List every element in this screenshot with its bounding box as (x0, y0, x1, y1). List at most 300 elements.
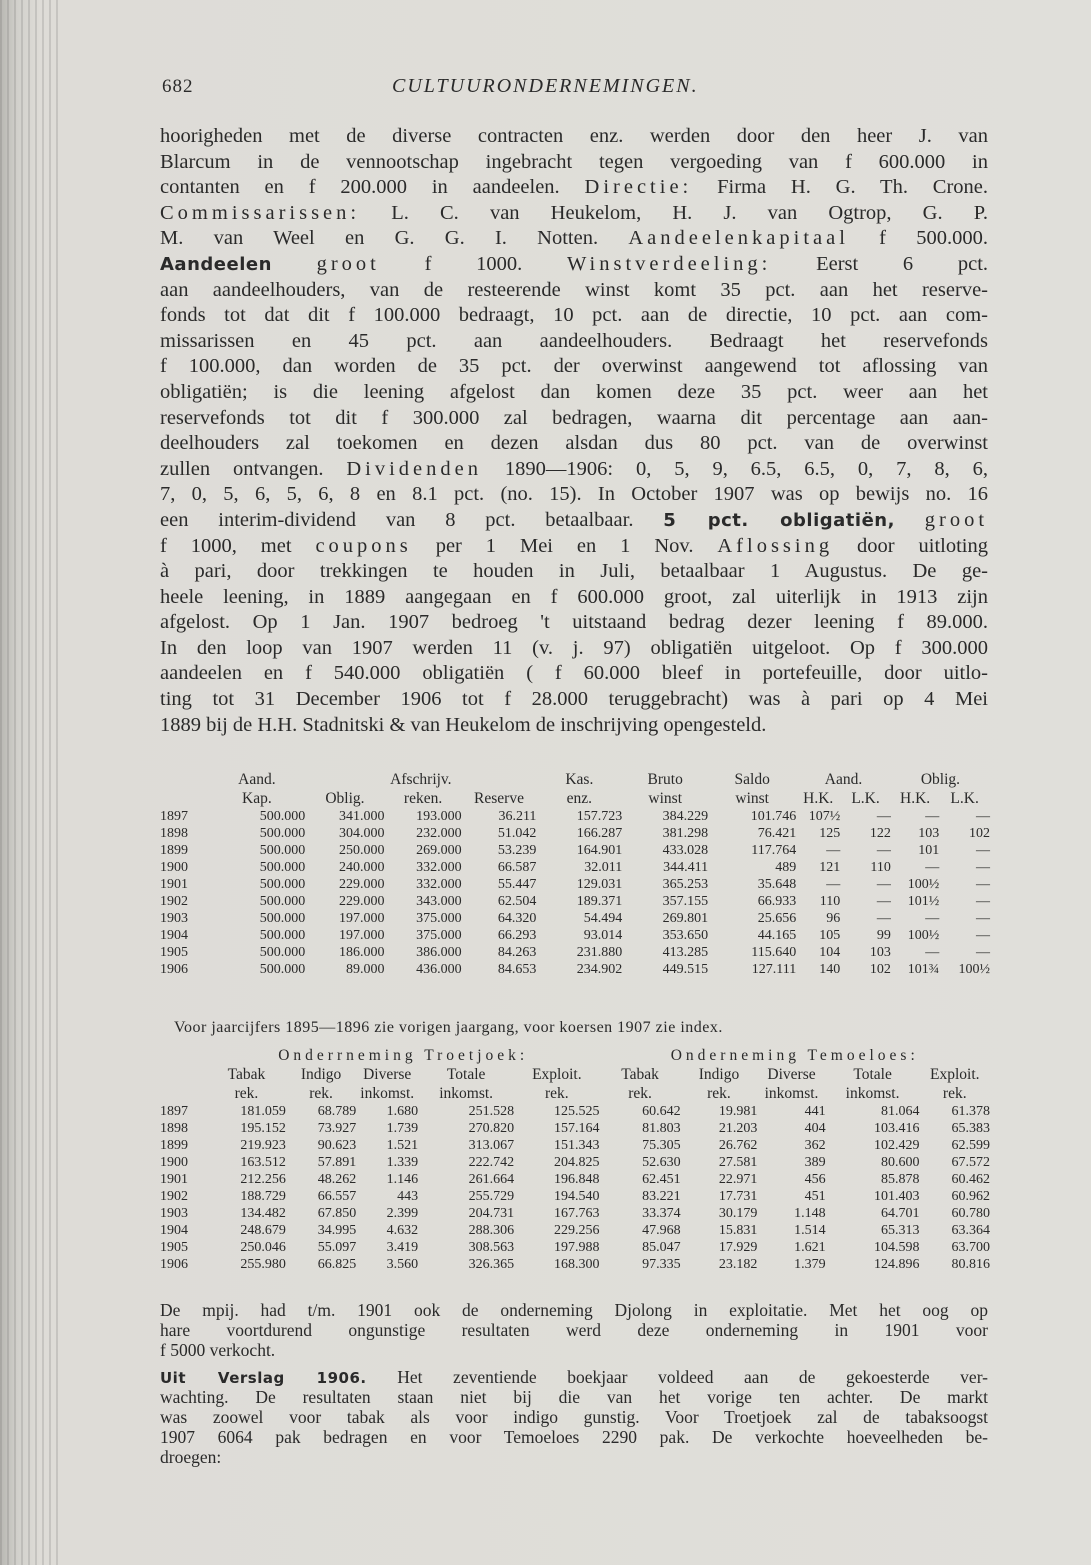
table-cell: 332.000 (416, 860, 462, 875)
table-cell: 332.000 (416, 877, 462, 892)
table-cell: 197.000 (339, 928, 385, 943)
table-cell: 17.929 (718, 1240, 758, 1255)
table-cell: — (876, 894, 891, 909)
table-cell: 103 (869, 945, 891, 960)
table-cell: — (826, 843, 841, 858)
text-line: Commissarissen: L. C. van Heukelom, H. J. van Ogtrop, G. P. (160, 201, 988, 224)
main-paragraph (160, 124, 988, 738)
table-cell: 80.600 (881, 1155, 920, 1170)
table-cell: 441 (804, 1104, 826, 1119)
table-header-row: Tabak Indigo Diverse Totale Exploit. Tabak Indigo Diverse Totale Exploit. (227, 1066, 980, 1083)
table-cell: 19.981 (718, 1104, 758, 1119)
text-line: droegen: (160, 1447, 222, 1467)
table-cell: — (876, 843, 891, 858)
table-cell: 449.515 (662, 962, 709, 977)
table-cell: 163.512 (240, 1155, 286, 1170)
table-cell: 22.971 (718, 1172, 758, 1187)
row-year: 1901 (160, 877, 188, 892)
text-line: à pari, door trekkingen te houden in Juli, betaalbaar 1 Augustus. De ge- (160, 560, 988, 583)
table-cell: 103.416 (874, 1121, 920, 1136)
table-cell: 1.339 (386, 1155, 419, 1170)
text-line: 7, 0, 5, 6, 5, 6, 8 en 8.1 pct. (no. 15). In October 1907 was op bewijs no. 16 (160, 483, 988, 506)
table-cell: 101 (918, 843, 940, 858)
table-cell: 125 (819, 826, 841, 841)
row-year: 1905 (160, 1240, 188, 1255)
table-cell: 164.901 (576, 843, 623, 858)
text-line: afgelost. Op 1 Jan. 1907 bedroeg 't uitstaand bedrag dezer leening f 89.000. (160, 611, 988, 634)
text-line: 1907 6064 pak bedragen en voor Temoeloes 2290 pak. De verkochte hoeveelheden be- (160, 1427, 988, 1447)
table-row (160, 1120, 990, 1137)
table-cell: 101.403 (874, 1189, 920, 1204)
table-cell: — (876, 911, 891, 926)
row-year: 1905 (160, 945, 188, 960)
group-temoeloes: Onderneming Temoeloes: (670, 1047, 919, 1064)
table-cell: 62.451 (642, 1172, 681, 1187)
table-cell: 326.365 (468, 1257, 515, 1272)
table-cell: 140 (819, 962, 841, 977)
text-line: ting tot 31 December 1906 tot f 28.000 teruggebracht) was à pari op 4 Mei (160, 688, 988, 711)
table-cell: 99 (876, 928, 891, 943)
table-cell: 157.723 (576, 809, 623, 824)
text-line: missarissen en 45 pct. aan aandeelhouders. Bedraagt het reservefonds (160, 329, 988, 352)
table-cell: 47.968 (642, 1223, 681, 1238)
table-cell: — (876, 877, 891, 892)
table-cell: 60.462 (951, 1172, 990, 1187)
table-cell: 127.111 (751, 962, 797, 977)
table-cell: 26.762 (718, 1138, 758, 1153)
table-cell: 57.891 (317, 1155, 357, 1170)
table-cell: 270.820 (468, 1121, 515, 1136)
binding-shadow (0, 0, 60, 1565)
table-cell: 62.504 (497, 894, 537, 909)
row-year: 1900 (160, 860, 188, 875)
table-cell: — (976, 911, 990, 926)
heading-aandeelenkapitaal: Aandeelenkapitaal (628, 227, 849, 250)
heading-aflossing: Aflossing (717, 534, 834, 557)
table-cell: 55.447 (497, 877, 537, 892)
text-line: was zoowel voor tabak als voor indigo gunstig. Voor Troetjoek zal de tabaksoogst (160, 1407, 988, 1427)
table-cell: 27.581 (718, 1155, 758, 1170)
text-line: Blarcum in de vennootschap ingebracht tegen vergoeding van f 600.000 in (160, 150, 988, 173)
table-cell: 25.656 (757, 911, 797, 926)
row-year: 1901 (160, 1172, 188, 1187)
table-cell: 64.320 (497, 911, 537, 926)
row-year: 1902 (160, 1189, 188, 1204)
table-cell: 196.848 (554, 1172, 600, 1187)
text-line: heele leening, in 1889 aangegaan en f 600.000 groot, zal uiterlijk in 1913 zijn (160, 585, 988, 608)
table-cell: — (976, 894, 990, 909)
table-cell: 134.482 (240, 1206, 286, 1221)
table-cell: 500.000 (259, 911, 306, 926)
table-body (160, 808, 990, 978)
table-cell: 219.923 (240, 1138, 286, 1153)
table-row (160, 1154, 990, 1171)
row-year: 1903 (160, 1206, 188, 1221)
table-cell: 234.902 (576, 962, 623, 977)
heading-aandeelen: Aandeelen (160, 253, 272, 275)
table-cell: 64.701 (881, 1206, 920, 1221)
table-cell: — (976, 809, 990, 824)
heading-obligaties: 5 pct. obligatiën, (663, 509, 895, 531)
table-cell: — (925, 809, 940, 824)
table-cell: 80.816 (951, 1257, 990, 1272)
table-cell: 63.364 (951, 1223, 990, 1238)
table-cell: 240.000 (339, 860, 385, 875)
table-cell: 157.164 (554, 1121, 600, 1136)
table-cell: — (925, 945, 940, 960)
table-body (160, 1103, 990, 1273)
table-cell: 122 (869, 826, 891, 841)
heading-winstverdeeling: Winstverdeeling: (567, 252, 772, 275)
table-cell: 222.742 (468, 1155, 515, 1170)
report-paragraph (160, 1367, 988, 1467)
table-cell: 357.155 (662, 894, 709, 909)
table-cell: 102 (869, 962, 891, 977)
table-cell: 167.763 (554, 1206, 600, 1221)
table-cell: 1.621 (794, 1240, 826, 1255)
page-number: 682 (162, 76, 194, 97)
table-cell: 231.880 (576, 945, 623, 960)
text-line: hare voortdurend ongunstige resultaten werd deze onderneming in 1901 voor (160, 1320, 988, 1340)
table-cell: 197.988 (554, 1240, 600, 1255)
table-cell: 197.000 (339, 911, 385, 926)
text-line: contanten en f 200.000 in aandeelen. Directie: Firma H. G. Th. Crone. (160, 176, 988, 199)
table-cell: 375.000 (416, 911, 462, 926)
table-cell: 375.000 (416, 928, 462, 943)
table-row (160, 842, 990, 859)
text-line: In den loop van 1907 werden 11 (v. j. 97) obligatiën uitgeloot. Op f 300.000 (160, 636, 988, 659)
table-cell: — (976, 843, 990, 858)
running-title: CULTUURONDERNEMINGEN. (392, 75, 699, 97)
table-cell: 456 (804, 1172, 826, 1187)
table-cell: 55.097 (317, 1240, 357, 1255)
table-cell: 308.563 (468, 1240, 515, 1255)
table-cell: 1.379 (794, 1257, 826, 1272)
text-line: zullen ontvangen. Dividenden 1890—1906: 0, 5, 9, 6.5, 6.5, 0, 7, 8, 6, (160, 457, 988, 480)
heading-directie: Directie: (584, 176, 693, 199)
table-cell: 212.256 (240, 1172, 286, 1187)
table-cell: — (976, 945, 990, 960)
table-cell: 62.599 (951, 1138, 990, 1153)
table-cell: 85.878 (881, 1172, 920, 1187)
table-cell: 89.000 (346, 962, 385, 977)
table-cell: 32.011 (584, 860, 623, 875)
table-cell: 107½ (808, 809, 841, 824)
text-line: Aandeelen groot f 1000. Winstverdeeling: Eerst 6 pct. (160, 252, 988, 275)
table-cell: 81.803 (642, 1121, 681, 1136)
table-cell: 255.980 (240, 1257, 286, 1272)
table-cell: 17.731 (718, 1189, 758, 1204)
table-cell: 60.780 (951, 1206, 990, 1221)
table-cell: 250.000 (339, 843, 385, 858)
table-cell: 81.064 (881, 1104, 920, 1119)
table-cell: 433.028 (662, 843, 709, 858)
text-line: deelhouders zal toekomen en dezen alsdan dus 80 pct. van de overwinst (160, 432, 988, 455)
table-cell: 54.494 (583, 911, 623, 926)
text-line: M. van Weel en G. G. I. Notten. Aandeelenkapitaal f 500.000. (160, 227, 988, 250)
table-cell: — (876, 809, 891, 824)
table-cell: — (826, 877, 841, 892)
table-cell: 76.421 (757, 826, 797, 841)
table-cell: 60.642 (642, 1104, 681, 1119)
table-cell: — (925, 860, 940, 875)
table-cell: 443 (397, 1189, 419, 1204)
table-cell: 500.000 (259, 894, 306, 909)
table-cell: 30.179 (718, 1206, 758, 1221)
row-year: 1903 (160, 911, 188, 926)
table-cell: 96 (826, 911, 841, 926)
table-cell: 193.000 (416, 809, 462, 824)
table-cell: 21.203 (718, 1121, 758, 1136)
table-cell: 66.933 (757, 894, 797, 909)
table-cell: 68.789 (317, 1104, 357, 1119)
table-cell: 500.000 (259, 928, 306, 943)
table-cell: — (925, 911, 940, 926)
row-year: 1899 (160, 1138, 188, 1153)
table-cell: 181.059 (240, 1104, 286, 1119)
table-header-row: rek. rek. inkomst. inkomst. rek. rek. rek. inkomst. inkomst. rek. (234, 1085, 967, 1102)
table-cell: 500.000 (259, 877, 306, 892)
table-cell: 66.293 (497, 928, 537, 943)
table-cell: 500.000 (259, 843, 306, 858)
table-cell: 389 (804, 1155, 826, 1170)
table-cell: 362 (804, 1138, 826, 1153)
table-cell: 67.572 (951, 1155, 990, 1170)
text-line: obligatiën; is die leening afgelost dan komen deze 35 pct. weer aan het (160, 380, 988, 403)
table-row (160, 893, 990, 910)
table-cell: 48.262 (317, 1172, 357, 1187)
table-cell: — (976, 928, 990, 943)
table-cell: 500.000 (259, 945, 306, 960)
table-row (160, 876, 990, 893)
text-line: aandeelen en f 540.000 obligatiën ( f 60.000 bleef in portefeuille, door uitlo- (160, 662, 988, 685)
heading-dividenden: Dividenden (346, 457, 483, 480)
table-cell: 386.000 (416, 945, 462, 960)
table-cell: 195.152 (240, 1121, 286, 1136)
table-cell: 115.640 (751, 945, 797, 960)
table-cell: 4.632 (386, 1223, 419, 1238)
table-cell: 204.825 (554, 1155, 600, 1170)
table-row (160, 825, 990, 842)
table-cell: — (976, 860, 990, 875)
table-cell: 229.000 (339, 894, 385, 909)
table-cell: 3.419 (386, 1240, 419, 1255)
table-cell: 84.653 (497, 962, 537, 977)
group-troetjoek: Onderrneming Troetjoek: (278, 1047, 529, 1064)
table-cell: 250.046 (240, 1240, 286, 1255)
text-line: aan aandeelhouders, van de resteerende winst komt 35 pct. aan het reserve- (160, 278, 988, 301)
table-cell: 232.000 (416, 826, 462, 841)
table-cell: 34.995 (317, 1223, 357, 1238)
table-row (160, 1171, 990, 1188)
table-cell: 66.587 (497, 860, 537, 875)
table-cell: 269.801 (662, 911, 709, 926)
table-cell: 66.557 (317, 1189, 357, 1204)
table-row (160, 1239, 990, 1256)
table-cell: 75.305 (642, 1138, 681, 1153)
table-cell: 3.560 (386, 1257, 419, 1272)
table-cell: 489 (775, 860, 797, 875)
table-cell: 102 (969, 826, 990, 841)
table-cell: 1.146 (386, 1172, 419, 1187)
table-cell: 44.165 (757, 928, 797, 943)
row-year: 1902 (160, 894, 188, 909)
table-cell: 204.731 (468, 1206, 515, 1221)
table-cell: 36.211 (498, 809, 537, 824)
table-cell: 101.746 (750, 809, 797, 824)
table-row (160, 944, 990, 961)
table-cell: 381.298 (662, 826, 709, 841)
table-cell: 353.650 (662, 928, 709, 943)
text-line: De mpij. had t/m. 1901 ook de onderneming Djolong in exploitatie. Met het oog op (160, 1300, 988, 1320)
heading-verslag: Uit Verslag 1906. (160, 1369, 367, 1387)
table-cell: 60.962 (951, 1189, 990, 1204)
table-cell: 413.285 (662, 945, 709, 960)
table-row (160, 859, 990, 876)
text-line: fonds tot dat dit f 100.000 bedraagt, 10 pct. aan de directie, 10 pct. aan com- (160, 304, 988, 327)
table-header-row: Kap. Oblig. reken. Reserve enz. winst winst H.K. L.K. H.K. L.K. (242, 790, 979, 807)
table-cell: 500.000 (259, 826, 306, 841)
table-cell: 341.000 (339, 809, 385, 824)
table-cell: 105 (819, 928, 841, 943)
table-row (160, 1256, 990, 1273)
text-line: reservefonds tot dit f 300.000 zal bedragen, waarna dit percentage aan aan- (160, 406, 988, 429)
table-cell: 61.378 (951, 1104, 990, 1119)
table-cell: 304.000 (339, 826, 385, 841)
table-cell: 189.371 (576, 894, 623, 909)
table-cell: 1.148 (794, 1206, 826, 1221)
table-cell: 52.630 (642, 1155, 681, 1170)
table-cell: 66.825 (317, 1257, 357, 1272)
table-cell: 51.042 (497, 826, 537, 841)
table-cell: 63.700 (951, 1240, 990, 1255)
table-cell: 117.764 (751, 843, 797, 858)
text-line: f 5000 verkocht. (160, 1340, 276, 1360)
table-cell: 104 (819, 945, 841, 960)
table-row (160, 1222, 990, 1239)
page-header (162, 72, 990, 102)
table-cell: 125.525 (554, 1104, 600, 1119)
table-cell: 229.256 (554, 1223, 600, 1238)
table-row (160, 961, 990, 978)
table-cell: 313.067 (468, 1138, 515, 1153)
row-year: 1897 (160, 1104, 188, 1119)
table-cell: 451 (804, 1189, 826, 1204)
table-cell: 2.399 (386, 1206, 419, 1221)
table-cell: 67.850 (317, 1206, 357, 1221)
table-cell: 33.374 (642, 1206, 681, 1221)
table-row (160, 1188, 990, 1205)
row-year: 1898 (160, 1121, 188, 1136)
table-cell: 255.729 (468, 1189, 515, 1204)
table-cell: 90.623 (317, 1138, 357, 1153)
table-cell: 151.343 (554, 1138, 600, 1153)
text-line: Uit Verslag 1906. Het zeventiende boekjaar voldeed aan de gekoesterde ver- (160, 1367, 988, 1387)
row-year: 1904 (160, 1223, 188, 1238)
table-cell: 1.514 (794, 1223, 826, 1238)
table-cell: 73.927 (317, 1121, 357, 1136)
table-cell: 344.411 (663, 860, 709, 875)
table-cell: 65.383 (951, 1121, 990, 1136)
plantation-table (160, 1046, 990, 1273)
table-cell: 84.263 (497, 945, 537, 960)
table-row (160, 927, 990, 944)
table-cell: 100½ (907, 877, 940, 892)
table-cell: 365.253 (662, 877, 709, 892)
row-year: 1900 (160, 1155, 188, 1170)
table-cell: 251.528 (468, 1104, 515, 1119)
table-cell: 102.429 (874, 1138, 920, 1153)
table-cell: 124.896 (874, 1257, 920, 1272)
table-cell: 288.306 (468, 1223, 515, 1238)
table-cell: 100½ (907, 928, 940, 943)
table-cell: 101½ (907, 894, 940, 909)
text-line: 1889 bij de H.H. Stadnitski & van Heukelom de inschrijving opengesteld. (160, 713, 767, 736)
row-year: 1906 (160, 962, 188, 977)
row-year: 1899 (160, 843, 188, 858)
table-cell: 100½ (958, 962, 990, 977)
row-year: 1904 (160, 928, 188, 943)
djolong-paragraph (160, 1300, 988, 1360)
row-year: 1897 (160, 809, 188, 824)
table-cell: 53.239 (497, 843, 537, 858)
text-line: hoorigheden met de diverse contracten enz. werden door den heer J. van (160, 125, 988, 147)
table-cell: 93.014 (583, 928, 623, 943)
table-cell: 436.000 (416, 962, 462, 977)
text-line: f 1000, met coupons per 1 Mei en 1 Nov. Aflossing door uitloting (160, 534, 988, 557)
table-header-row: Aand. Afschrijv. Kas. Bruto Saldo Aand. Oblig. (238, 771, 961, 788)
heading-coupons: coupons (315, 534, 412, 557)
table-row (160, 1205, 990, 1222)
table-cell: 104.598 (874, 1240, 920, 1255)
table-row (160, 808, 990, 825)
table-cell: 269.000 (416, 843, 462, 858)
table-cell: 194.540 (554, 1189, 600, 1204)
table-cell: 166.287 (576, 826, 623, 841)
table-cell: 65.313 (881, 1223, 920, 1238)
table-cell: 110 (870, 860, 891, 875)
table-row (160, 1137, 990, 1154)
table-cell: 15.831 (718, 1223, 758, 1238)
table-cell: 110 (819, 894, 841, 909)
table-cell: 85.047 (642, 1240, 681, 1255)
table-cell: 404 (804, 1121, 826, 1136)
row-year: 1898 (160, 826, 188, 841)
text-line: wachting. De resultaten staan niet bij die van het vorige ten achter. De markt (160, 1387, 988, 1407)
table-cell: 500.000 (259, 809, 306, 824)
table-cell: 500.000 (259, 962, 306, 977)
table-cell: 229.000 (339, 877, 385, 892)
table-cell: 1.739 (386, 1121, 419, 1136)
table-group-header (160, 1046, 990, 1065)
table-cell: 101¾ (907, 962, 940, 977)
table-cell: 103 (918, 826, 940, 841)
table-cell: 261.664 (468, 1172, 515, 1187)
table-cell: 23.182 (718, 1257, 758, 1272)
table-cell: 1.680 (386, 1104, 419, 1119)
table-cell: 121 (819, 860, 841, 875)
table-cell: 186.000 (339, 945, 385, 960)
table-cell: 168.300 (554, 1257, 600, 1272)
table-note: Voor jaarcijfers 1895—1896 zie vorigen jaargang, voor koersen 1907 zie index. (174, 1019, 723, 1036)
table-cell: 35.648 (757, 877, 797, 892)
table-cell: 129.031 (576, 877, 623, 892)
table-row (160, 910, 990, 927)
financial-table (160, 770, 990, 978)
table-cell: 83.221 (642, 1189, 681, 1204)
table-cell: 384.229 (662, 809, 709, 824)
table-row (160, 1103, 990, 1120)
